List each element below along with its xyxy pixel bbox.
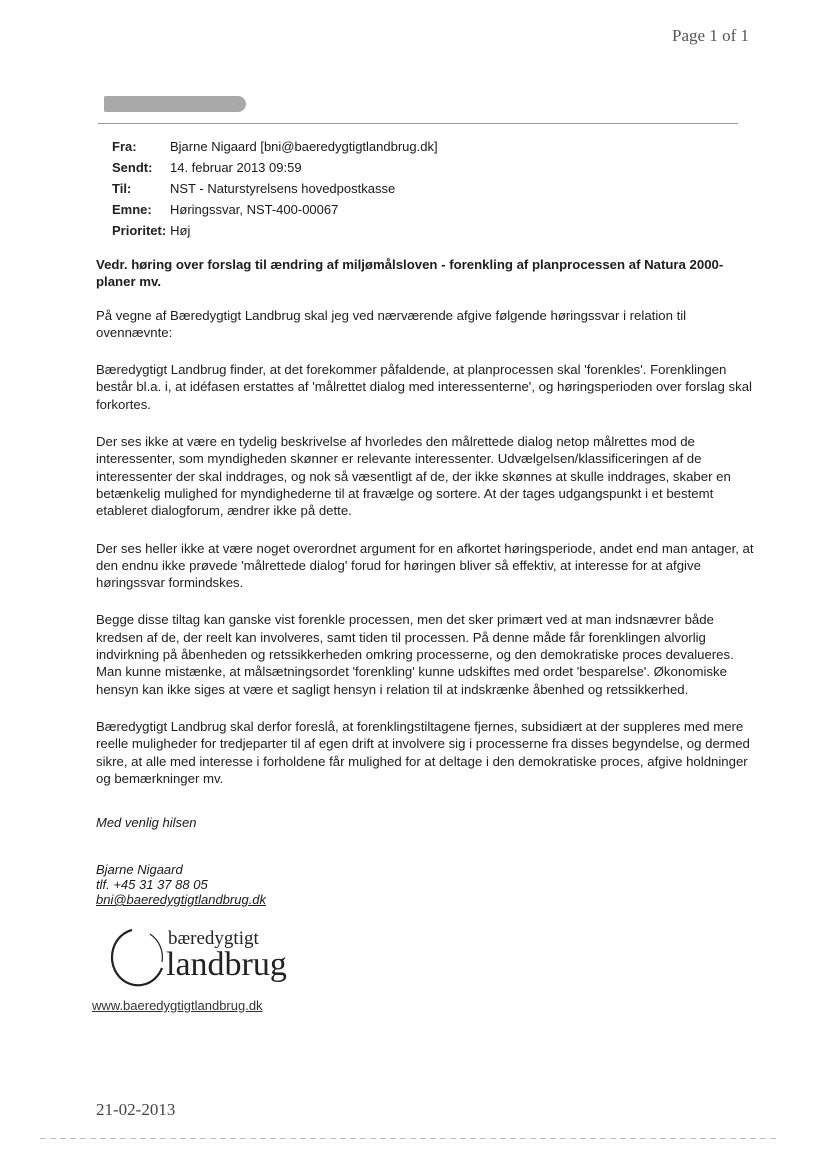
logo-word-landbrug: landbrug	[166, 946, 287, 983]
body-paragraph-2: Der ses ikke at være en tydelig beskrivelse af hvorledes den målrettede dialog netop målrettes mod de interessenter, som myndigheden skønner er relevante interessenter. Udvælgelsen/klassificeringen af de interessenter der skal inddrages, og nok så væsentligt af de, der ikke skønnes at skulle inddrages, skaber en betænkelig mulighed for myndighederne til at fravælge og sortere. At der tages udgangspunkt i et bestemt etableret dialogforum, ændrer ikke på dette.	[96, 434, 731, 519]
subject-row	[112, 199, 438, 220]
from-row	[112, 136, 438, 157]
sent-row	[112, 157, 438, 178]
bottom-divider	[40, 1138, 780, 1139]
body-subject-line: Vedr. høring over forslag til ændring af miljømålsloven - forenkling af planprocessen af Natura 2000-planer mv.	[96, 257, 724, 290]
priority-value: Høj	[170, 223, 191, 238]
signature-name: Bjarne Nigaard	[96, 862, 183, 877]
date-stamp: 21-02-2013	[96, 1100, 176, 1119]
from-value: Bjarne Nigaard [bni@baeredygtigtlandbrug.dk]	[170, 139, 438, 154]
sent-label: Sendt:	[112, 160, 153, 175]
logo-word-baeredygtigt: bæredygtigt	[168, 928, 259, 949]
body-paragraph-1: Bæredygtigt Landbrug finder, at det forekommer påfaldende, at planprocessen skal 'forenkles'. Forenklingen består bl.a. i, at idéfasen erstattes af 'målrettet dialog med interessenterne', og høringsperioden over forslag skal forkortes.	[96, 362, 752, 412]
to-label: Til:	[112, 181, 132, 196]
subject-value: Høringssvar, NST-400-00067	[170, 202, 339, 217]
email-header	[112, 136, 438, 241]
email-body	[96, 256, 756, 807]
priority-label: Prioritet:	[112, 223, 167, 238]
to-value: NST - Naturstyrelsens hovedpostkasse	[170, 181, 396, 196]
from-label: Fra:	[112, 139, 137, 154]
header-divider	[98, 123, 738, 124]
website-link[interactable]: www.baeredygtigtlandbrug.dk	[92, 998, 263, 1013]
body-intro: På vegne af Bæredygtigt Landbrug skal jeg ved nærværende afgive følgende høringssvar i relation til ovennævnte:	[96, 307, 687, 340]
closing-greeting: Med venlig hilsen	[96, 815, 197, 830]
page-number: Page 1 of 1	[672, 26, 749, 45]
subject-label: Emne:	[112, 202, 152, 217]
signature-block	[96, 862, 266, 907]
company-logo	[96, 922, 316, 992]
sent-value: 14. februar 2013 09:59	[170, 160, 302, 175]
body-paragraph-3: Der ses heller ikke at være noget overordnet argument for en afkortet høringsperiode, andet end man antager, at den endnu ikke prøvede 'målrettede dialog' forud for høringen bliver så effektiv, at interesse for at afgive høringssvar formindskes.	[96, 540, 754, 591]
body-paragraph-4: Begge disse tiltag kan ganske vist forenkle processen, men det sker primært ved at man indsnævrer både kredsen af de, der reelt kan involveres, samt tiden til processen. På denne måde får forenklingen alvorlig indvirkning på åbenheden og retssikkerheden omkring processerne, og den demokratiske proces devalueres. Man kunne mistænke, at målsætningsordet 'forenkling' kunne udskiftes med ordet 'besparelse'. Økonomiske hensyn kan ikke siges at være et sagligt hensyn i relation til at indskrænke åbenhed og retssikkerhed.	[96, 612, 734, 697]
to-row	[112, 178, 438, 199]
priority-row	[112, 220, 438, 241]
signature-email-link[interactable]: bni@baeredygtigtlandbrug.dk	[96, 892, 267, 907]
body-paragraph-5: Bæredygtigt Landbrug skal derfor foreslå, at forenklingstiltagene fjernes, subsidiært at der suppleres med mere reelle muligheder for tredjeparter til af egen drift at involvere sig i processerne fra disses begyndelse, og dermed sikre, at alle med interesse i forholdene får mulighed for at deltage i den demokratiske proces, afgive holdninger og bemærkninger mv.	[96, 718, 750, 786]
signature-phone: tlf. +45 31 37 88 05	[96, 877, 208, 892]
redacted-sender-block	[104, 96, 246, 112]
logo-arc-icon	[96, 922, 168, 992]
